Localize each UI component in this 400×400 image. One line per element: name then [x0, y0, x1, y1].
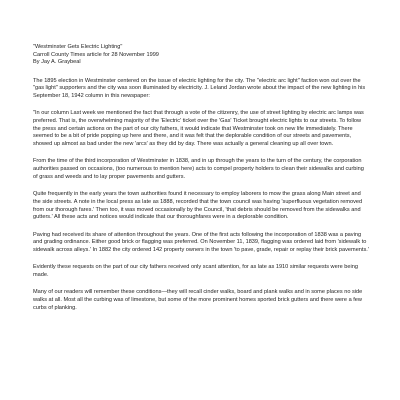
paragraph-mowing: Quite frequently in the early years the town authorities found it necessary to employ laborers to mow the grass along Main street and the side streets. A note in the local press as late as 1888, recorded that the town council was having 'superfluous vegetation removed from our thorough fares.' Then too, it was moved occasionally by the Council, 'that debris should be removed from the sidewalks and gutters.' All these acts and notices would indicate that our thoroughfares were in a deplorable condition.	[33, 191, 363, 221]
paragraph-conditions: Many of our readers will remember these conditions—they will recall cinder walks, board and plank walks and in some places no side walks at all. Most all the curbing was of limestone, but some of the more prominent homes sported brick gutters and there were a few curbs of planking.	[33, 289, 363, 311]
article-page	[33, 44, 370, 322]
article-byline: By Jay A. Graybeal	[33, 59, 81, 66]
paragraph-quote: "In our column Last week we mentioned the fact that through a vote of the citizenry, the use of street lighting by electric arc lamps was preferred. That is, the overwhelming majority of the 'Electric' ticket over the 'Gas' Ticket brought electric lights to our streets. To follow the press and certain actions on the part of our city fathers, it would indicate that Westminster took on new life immediately. There seemed to be a bit of pride popping up here and there, and it was felt that the deplorable condition of our streets and pavements, showed up almost as bad under the new 'arcs' as they did by day. There was actually a general cleaning up all over town.	[33, 110, 364, 148]
article-title: "Westminster Gets Electric Lighting"	[33, 44, 123, 50]
article-source: Carroll County Times article for 28 November 1999	[33, 51, 159, 58]
paragraph-incorporation: From the time of the third incorporation of Westminster in 1838, and in up through the years to the turn of the century, the corporation authorities passed on occasions, (too numerous to mention here) acts to compel property holders to clean their sidewalks and curbing of grass and weeds and to lay proper pavements and gutters.	[33, 158, 364, 180]
paragraph-paving: Paving had received its share of attention throughout the years. One of the first acts following the incorporation of 1838 was a paving and grading ordinance. Either good brick or flagging was preferred. On November 11, 1839, flagging was ordered laid from 'sidewalk to sidewalk across alleys.' In 1882 the city ordered 142 property owners in the town 'to pave, grade, repair or replay their brick pavements.'	[33, 231, 369, 253]
paragraph-scant-attention: Evidently these requests on the part of our city fathers received only scant attention, for as late as 1910 similar requests were being made.	[33, 264, 358, 278]
article-header	[33, 44, 370, 67]
paragraph-intro: The 1895 election in Westminster centered on the issue of electric lighting for the city. The "electric arc light" faction won out over the "gas light" supporters and the city was soon illuminated by electricity. J. Leland Jordan wrote about the impact of the new lighting in his September 18, 1942 column in this newspaper:	[33, 77, 366, 100]
